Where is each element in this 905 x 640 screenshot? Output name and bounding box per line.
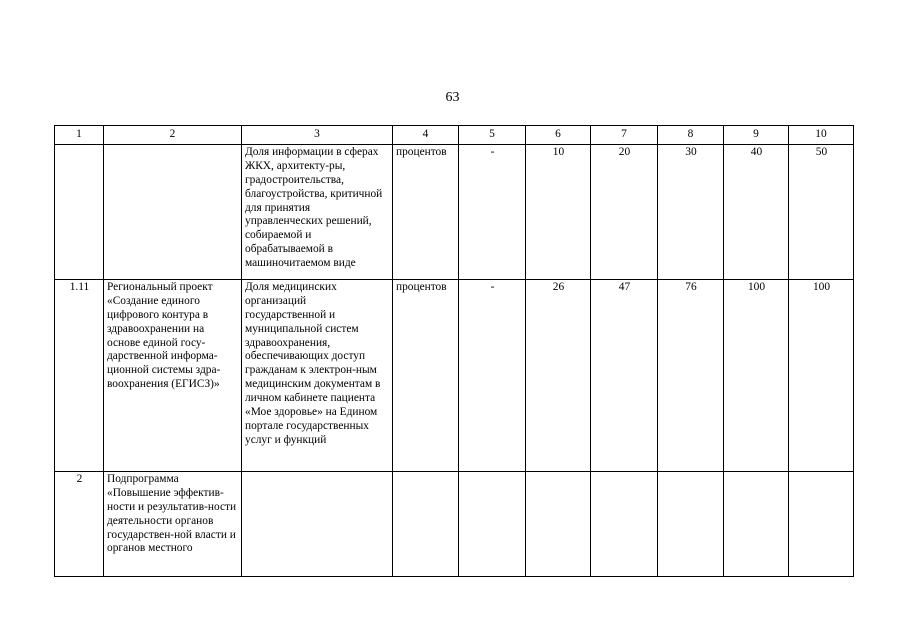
unit-cell: процентов xyxy=(393,279,459,471)
value-cell-10 xyxy=(789,471,854,576)
value-cell-7 xyxy=(591,471,658,576)
table-header-row xyxy=(55,126,854,145)
indicators-table xyxy=(54,125,854,577)
value-cell-6: 26 xyxy=(526,279,591,471)
header-cell: 10 xyxy=(789,126,854,145)
value-cell-8: 30 xyxy=(658,144,724,279)
row-number-cell xyxy=(55,144,104,279)
value-cell-6: 10 xyxy=(526,144,591,279)
table-row xyxy=(55,144,854,279)
value-cell-7: 47 xyxy=(591,279,658,471)
row-number-cell: 2 xyxy=(55,471,104,576)
header-cell: 7 xyxy=(591,126,658,145)
header-cell: 5 xyxy=(459,126,526,145)
value-cell-10: 100 xyxy=(789,279,854,471)
row-name-cell: Подпрограмма «Повышение эффектив-ности и результатив-ности деятельности органов государствен-ной власти и органов местного xyxy=(104,471,242,576)
header-cell: 8 xyxy=(658,126,724,145)
value-cell-10: 50 xyxy=(789,144,854,279)
table-row xyxy=(55,279,854,471)
table-row xyxy=(55,471,854,576)
value-cell-9: 100 xyxy=(724,279,789,471)
unit-cell xyxy=(393,471,459,576)
indicator-cell xyxy=(242,471,393,576)
value-cell-7: 20 xyxy=(591,144,658,279)
row-name-cell xyxy=(104,144,242,279)
indicator-cell: Доля информации в сферах ЖКХ, архитекту-ры, градостроительства, благоустройства, критичной для принятия управленческих решений, собираемой и обрабатываемой в машиночитаемом виде xyxy=(242,144,393,279)
value-cell-8: 76 xyxy=(658,279,724,471)
value-cell-9: 40 xyxy=(724,144,789,279)
indicator-cell: Доля медицинских организаций государственной и муниципальной систем здравоохранения, обеспечивающих доступ гражданам к электрон-ным медицинским документам в личном кабинете пациента «Мое здоровье» на Едином портале государственных услуг и функций xyxy=(242,279,393,471)
value-cell-8 xyxy=(658,471,724,576)
unit-cell: процентов xyxy=(393,144,459,279)
row-number-cell: 1.11 xyxy=(55,279,104,471)
base-value-cell: - xyxy=(459,279,526,471)
header-cell: 9 xyxy=(724,126,789,145)
page-number: 63 xyxy=(445,90,460,105)
value-cell-9 xyxy=(724,471,789,576)
row-name-cell: Региональный проект «Создание единого цифрового контура в здравоохранении на основе единой госу-дарственной информа-ционной системы здра-воохранения (ЕГИСЗ)» xyxy=(104,279,242,471)
header-cell: 4 xyxy=(393,126,459,145)
base-value-cell xyxy=(459,471,526,576)
header-cell: 6 xyxy=(526,126,591,145)
header-cell: 1 xyxy=(55,126,104,145)
base-value-cell: - xyxy=(459,144,526,279)
header-cell: 3 xyxy=(242,126,393,145)
value-cell-6 xyxy=(526,471,591,576)
header-cell: 2 xyxy=(104,126,242,145)
